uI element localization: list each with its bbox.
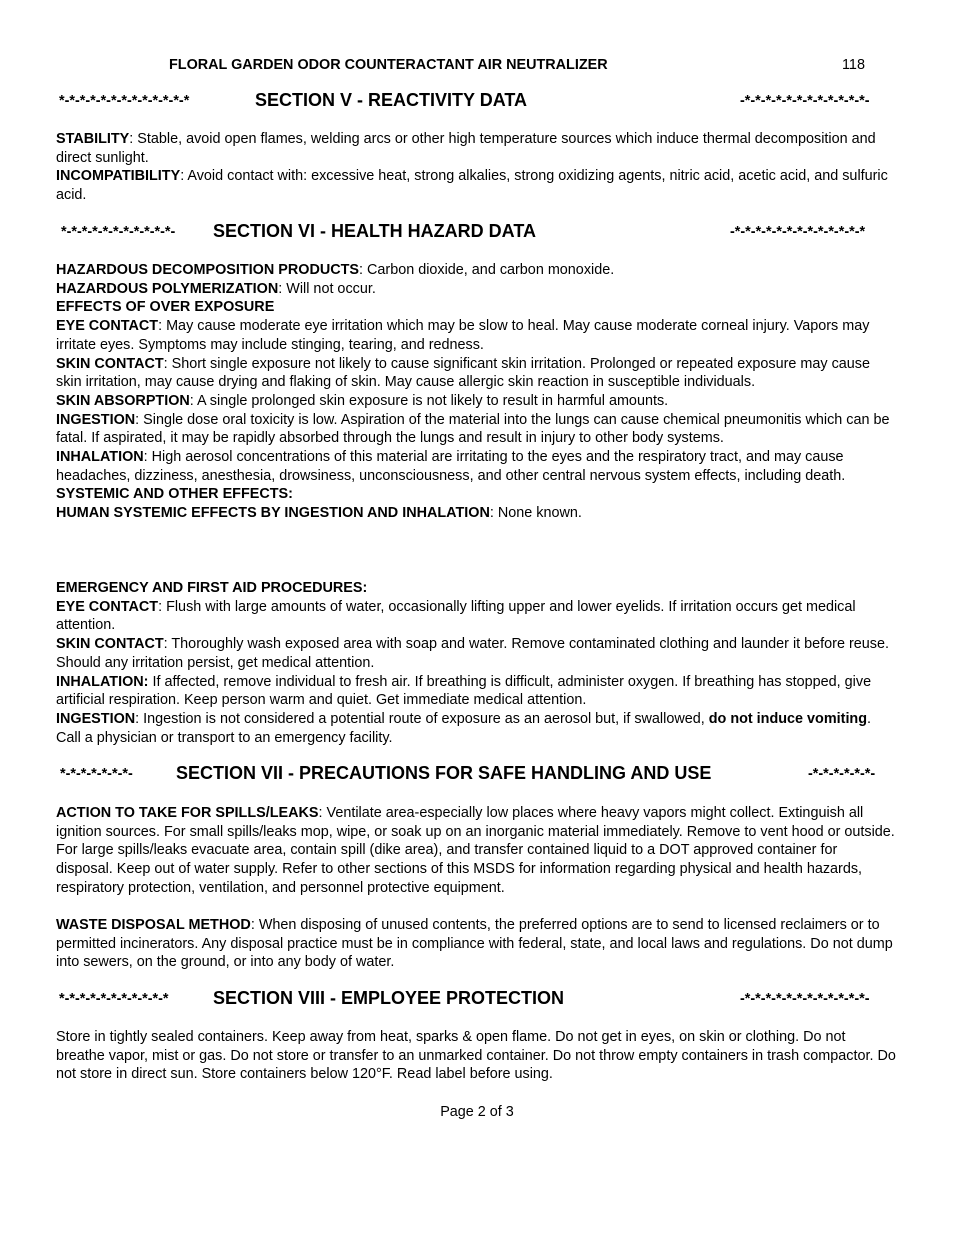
- skin-absorption-text: : A single prolonged skin exposure is not likely to result in harmful amounts.: [189, 392, 669, 409]
- first-aid-ingestion-label: INGESTION: [56, 710, 136, 727]
- section-v-title: SECTION V - REACTIVITY DATA: [255, 90, 528, 110]
- protection-block: [56, 1028, 898, 1084]
- first-aid-ingestion-text: : Ingestion is not considered a potential route of exposure as an aerosol but, if swallowed,: [135, 710, 709, 727]
- first-aid-skin-text: : Thoroughly wash exposed area with soap and water. Remove contaminated clothing and launder it before reuse. Should any irritation persist, get medical attention.: [56, 636, 889, 671]
- effects-label: EFFECTS OF OVER EXPOSURE: [56, 299, 275, 316]
- spills-block: [56, 804, 898, 898]
- spills-label: ACTION TO TAKE FOR SPILLS/LEAKS: [56, 805, 319, 821]
- waste-text: : When disposing of unused contents, the preferred options are to send to licensed reclaimers or to permitted incinerators. Any disposal practice must be in compliance with federal, state, and local laws and regulations. Do not dump into sewers, on the ground, or into any body of water.: [56, 917, 893, 971]
- ingestion-text: : Single dose oral toxicity is low. Aspiration of the material into the lungs can cause chemical pneumonitis which can be fatal. If aspirated, it may be rapidly absorbed through the lungs and result in injury to other body systems.: [56, 411, 890, 447]
- waste-label: WASTE DISPOSAL METHOD: [56, 917, 251, 933]
- ingestion-paragraph: [56, 411, 898, 448]
- eye-contact-text: : May cause moderate eye irritation which may be slow to heal. May cause moderate corneal injury. Vapors may irritate eyes. Symptoms may include stinging, tearing, and redness.: [56, 318, 870, 353]
- page-footer: Page 2 of 3: [440, 1104, 514, 1120]
- decomposition-paragraph: [56, 261, 898, 280]
- section-viii-heading: [56, 989, 898, 1013]
- incompatibility-text: : Avoid contact with: excessive heat, strong alkalies, strong oxidizing agents, nitric acid, acetic acid, and sulfuric acid.: [56, 168, 888, 204]
- section-vi-dash-left: *-*-*-*-*-*-*-*-*-*-*-: [61, 224, 176, 240]
- decomposition-label: HAZARDOUS DECOMPOSITION PRODUCTS: [56, 262, 360, 278]
- reactivity-block: [56, 130, 898, 205]
- inhalation-label: INHALATION: [56, 449, 144, 466]
- section-vii-dash-right: -*-*-*-*-*-*-: [808, 766, 876, 782]
- eye-contact-paragraph: [56, 317, 898, 354]
- document-title: FLORAL GARDEN ODOR COUNTERACTANT AIR NEUTRALIZER: [169, 57, 608, 73]
- human-systemic-label: HUMAN SYSTEMIC EFFECTS BY INGESTION AND INHALATION: [56, 505, 490, 522]
- systemic-heading: [56, 485, 898, 504]
- section-v-heading: [56, 91, 898, 115]
- section-v-dash-left: *-*-*-*-*-*-*-*-*-*-*-*-*: [59, 93, 190, 109]
- first-aid-block: [56, 579, 898, 747]
- first-aid-eye-text: : Flush with large amounts of water, occasionally lifting upper and lower eyelids. If irritation occurs get medical attention.: [56, 598, 856, 634]
- inhalation-text: : High aerosol concentrations of this material are irritating to the eyes and the respiratory tract, and may cause headaches, dizziness, anesthesia, drowsiness, unconsciousness, and other central nervous system effects, including death.: [56, 449, 846, 484]
- first-aid-skin-paragraph: [56, 635, 898, 672]
- section-viii-dash-right: -*-*-*-*-*-*-*-*-*-*-*-*-: [740, 991, 870, 1007]
- incompatibility-paragraph: [56, 167, 898, 204]
- waste-paragraph: [56, 916, 898, 972]
- section-viii-dash-left: *-*-*-*-*-*-*-*-*-*-*: [59, 991, 169, 1007]
- section-vi-title: SECTION VI - HEALTH HAZARD DATA: [213, 221, 536, 241]
- human-systemic-paragraph: [56, 504, 898, 523]
- first-aid-eye-paragraph: [56, 598, 898, 635]
- section-viii-title: SECTION VIII - EMPLOYEE PROTECTION: [213, 988, 565, 1008]
- first-aid-ingestion-bold: do not induce vomiting: [708, 710, 868, 727]
- section-vi-heading: [56, 222, 898, 246]
- section-vii-heading: [56, 764, 898, 788]
- spills-paragraph: [56, 804, 898, 898]
- first-aid-heading: [56, 579, 898, 598]
- stability-label: STABILITY: [56, 131, 130, 147]
- health-hazard-block: [56, 261, 898, 523]
- stability-text: : Stable, avoid open flames, welding arcs or other high temperature sources which induce thermal decomposition and direct sunlight.: [56, 131, 876, 166]
- protection-paragraph: Store in tightly sealed containers. Keep away from heat, sparks & open flame. Do not get in eyes, on skin or clothing. Do not breathe vapor, mist or gas. Do not store or transfer to an unmarked container. Do not throw empty containers in trash compactor. Do not store in direct sun. Store containers below 120°F. Read label before using.: [56, 1029, 896, 1083]
- spills-text: : Ventilate area-especially low places where heavy vapors might collect. Extinguish all ignition sources. For small spills/leaks mop, wipe, or soak up on an inorganic material immediately. Remove to vent hood or outside. For large spills/leaks evacuate area, contain spill (dike area), and transfer contained liquid to a DOT approved container for disposal. Keep out of water supply. Refer to other sections of this MSDS for information regarding physical and health hazards, respiratory protection, ventilation, and personnel protective equipment.: [56, 805, 895, 896]
- systemic-label: SYSTEMIC AND OTHER EFFECTS:: [56, 486, 293, 503]
- section-vii-title: SECTION VII - PRECAUTIONS FOR SAFE HANDLING AND USE: [176, 763, 712, 783]
- document-header: [56, 56, 898, 76]
- first-aid-ingestion-tail: . Call a physician or transport to an emergency facility.: [56, 710, 872, 746]
- skin-contact-paragraph: [56, 355, 898, 392]
- first-aid-skin-label: SKIN CONTACT: [56, 636, 164, 653]
- polymerization-paragraph: [56, 280, 898, 299]
- effects-heading: [56, 298, 898, 317]
- waste-block: [56, 916, 898, 972]
- first-aid-inhalation-label: INHALATION:: [56, 673, 149, 690]
- section-v-dash-right: -*-*-*-*-*-*-*-*-*-*-*-*-: [740, 93, 870, 109]
- first-aid-inhalation-paragraph: [56, 673, 898, 710]
- skin-absorption-paragraph: [56, 392, 898, 411]
- stability-paragraph: [56, 130, 898, 167]
- ingestion-label: INGESTION: [56, 411, 136, 428]
- document-number: 118: [842, 57, 865, 73]
- inhalation-paragraph: [56, 448, 898, 485]
- polymerization-label: HAZARDOUS POLYMERIZATION: [56, 280, 279, 297]
- eye-contact-label: EYE CONTACT: [56, 318, 159, 335]
- incompatibility-label: INCOMPATIBILITY: [56, 168, 181, 185]
- polymerization-text: : Will not occur.: [278, 280, 376, 297]
- first-aid-label: EMERGENCY AND FIRST AID PROCEDURES:: [56, 580, 368, 596]
- skin-contact-label: SKIN CONTACT: [56, 355, 164, 372]
- skin-absorption-label: SKIN ABSORPTION: [56, 392, 190, 409]
- first-aid-inhalation-text: If affected, remove individual to fresh air. If breathing is difficult, administer oxygen. If breathing has stopped, give artificial respiration. Keep person warm and quiet. Get immediate medical attention.: [56, 673, 872, 709]
- decomposition-text: : Carbon dioxide, and carbon monoxide.: [359, 262, 615, 278]
- human-systemic-text: : None known.: [489, 505, 582, 522]
- section-vi-dash-right: -*-*-*-*-*-*-*-*-*-*-*-*-*: [730, 224, 866, 240]
- section-vii-dash-left: *-*-*-*-*-*-*-: [60, 766, 133, 782]
- skin-contact-text: : Short single exposure not likely to cause significant skin irritation. Prolonged or repeated exposure may cause skin irritation, may cause drying and flaking of skin. May cause allergic skin reaction in susceptible individuals.: [56, 355, 870, 391]
- first-aid-eye-label: EYE CONTACT: [56, 598, 159, 615]
- first-aid-ingestion-paragraph: [56, 710, 898, 747]
